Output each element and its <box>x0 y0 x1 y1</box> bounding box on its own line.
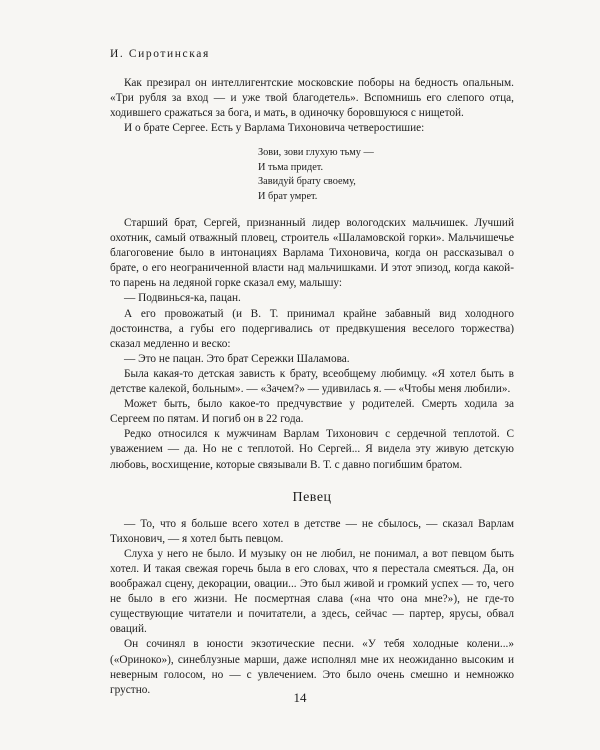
paragraph: Слуха у него не было. И музыку он не любил, не понимал, а вот певцом быть хотел. И такая свежая горечь была в его словах, что я перестала смеяться. Да, он воображал сцену, декорации, овации... Это был живой и громкий успех — то, чего не было в его жизни. Не посмертная слава («на что она мне?»), не где-то существующие читатели и почитатели, а здесь, сейчас — партер, ярусы, обвал оваций. <box>110 547 514 636</box>
poem-line: И тьма придет. <box>258 161 324 173</box>
poem-line: Зови, зови глухую тьму — <box>258 147 374 159</box>
paragraph: Редко относился к мужчинам Варлам Тихонович с сердечной теплотой. С уважением — да. Но не с теплотой. Но Сергей... Я видела эту живую детскую любовь, восхищение, которые связывали В. Т. с давно погибшим братом. <box>110 428 514 471</box>
paragraph: Была какая-то детская зависть к брату, всеобщему любимцу. «Я хотел быть в детстве калекой, больным». — «Зачем?» — удивилась я. — «Чтобы меня любили». <box>110 367 514 396</box>
paragraph: Как презирал он интеллигентские московские поборы на бедность опальным. «Три рубля за вход — и уже твой благодетель». Вспомнишь его слепого отца, ходившего сражаться за бога, и мать, в одиночку боровшуюся с нищетой. <box>110 77 514 120</box>
paragraph: — То, что я больше всего хотел в детстве — не сбылось, — сказал Варлам Тихонович, — я хотел быть певцом. <box>110 517 514 545</box>
poem-line: Завидуй брату своему, <box>258 176 356 188</box>
paragraph: И о брате Сергее. Есть у Варлама Тихоновича четверостишие: <box>124 122 425 135</box>
section-title: Певец <box>292 489 332 505</box>
dialogue-line: — Подвинься-ка, пацан. <box>124 292 241 305</box>
running-header: И. Сиротинская <box>110 48 210 60</box>
paragraph: Старший брат, Сергей, признанный лидер вологодских мальчишек. Лучший охотник, самый отважный пловец, строитель «Шаламовской горки». Мальчишечье благоговение было в интонациях Варлама Тихоновича, когда он рассказывал о брате, о его неограниченной власти над мальчишками. И этот эпизод, когда какой-то парень на ледяной горке сказал ему, малышу: <box>110 217 514 290</box>
paragraph: Он сочинял в юности экзотические песни. «У тебя холодные колени...» («Ориноко»), синеблузные марши, даже исполнял мне их неожиданно высоким и неверным голосом, но — с увлечением. Это было очень смешно и немножко грустно. <box>110 638 514 696</box>
paragraph: А его провожатый (и В. Т. принимал крайне забавный вид холодного достоинства, а губы его подергивались от предвкушения веселого торжества) сказал медленно и веско: <box>110 307 514 350</box>
dialogue-line: — Это не пацан. Это брат Сережки Шаламова. <box>124 352 350 365</box>
page-number: 14 <box>293 690 307 705</box>
page-body <box>110 76 514 698</box>
poem-quatrain <box>258 146 514 204</box>
paragraph: Может быть, было какое-то предчувствие у родителей. Смерть ходила за Сергеем по пятам. И погиб он в 22 года. <box>110 398 514 426</box>
poem-line: И брат умрет. <box>258 190 318 202</box>
